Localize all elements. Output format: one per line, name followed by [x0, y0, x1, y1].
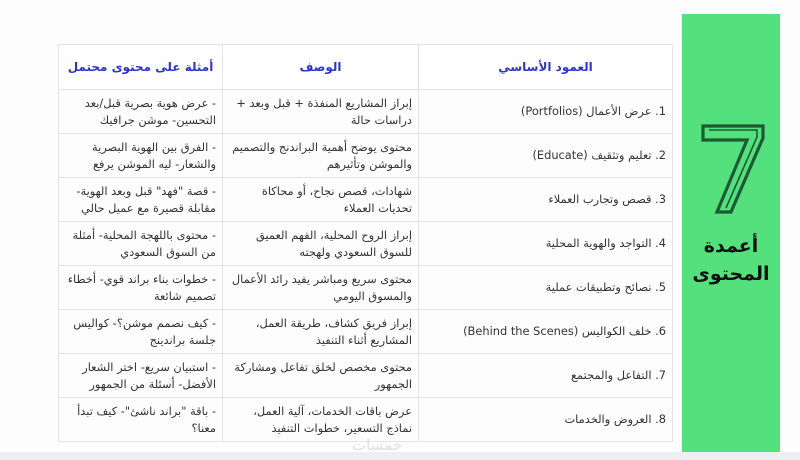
content-pillars-table: [58, 44, 673, 442]
examples-cell: - الفرق بين الهوية البصرية والشعار- ليه الموشن يرفع: [59, 134, 223, 178]
pillar-cell: 3. قصص وتجارب العملاء: [419, 178, 673, 222]
description-cell: شهادات، قصص نجاح، أو محاكاة تحديات العملاء: [223, 178, 419, 222]
table-row: [59, 398, 673, 442]
table-header-row: [59, 45, 673, 90]
description-cell: عرض باقات الخدمات، آلية العمل، نماذج التسعير، خطوات التنفيذ: [223, 398, 419, 442]
examples-cell: - كيف نصمم موشن؟- كواليس جلسة براندينج: [59, 310, 223, 354]
table-row: [59, 310, 673, 354]
description-cell: محتوى سريع ومباشر يفيد رائد الأعمال والمسوق اليومي: [223, 266, 419, 310]
header-description: الوصف: [223, 45, 419, 90]
pillar-cell: 2. تعليم وتثقيف (Educate): [419, 134, 673, 178]
panel-title-line1: أعمدة: [703, 235, 759, 257]
table-row: [59, 222, 673, 266]
examples-cell: - خطوات بناء براند قوي- أخطاء تصميم شائعة: [59, 266, 223, 310]
watermark-logo: خمسات: [352, 436, 403, 454]
examples-cell: - استبيان سريع- اختر الشعار الأفضل- أسئلة من الجمهور: [59, 354, 223, 398]
description-cell: محتوى مخصص لخلق تفاعل ومشاركة الجمهور: [223, 354, 419, 398]
examples-cell: - قصة "فهد" قبل وبعد الهوية- مقابلة قصيرة مع عميل حالي: [59, 178, 223, 222]
table-row: [59, 354, 673, 398]
pillar-cell: 1. عرض الأعمال (Portfolios): [419, 90, 673, 134]
pillar-cell: 5. نصائح وتطبيقات عملية: [419, 266, 673, 310]
examples-cell: - محتوى باللهجة المحلية- أمثلة من السوق السعودي: [59, 222, 223, 266]
examples-cell: - باقة "براند ناشئ"- كيف تبدأ معنا؟: [59, 398, 223, 442]
panel-title: [682, 232, 780, 288]
pillar-cell: 4. التواجد والهوية المحلية: [419, 222, 673, 266]
table-row: [59, 266, 673, 310]
table-row: [59, 134, 673, 178]
table-row: [59, 178, 673, 222]
description-cell: إبراز الروح المحلية، الفهم العميق للسوق السعودي ولهجته: [223, 222, 419, 266]
header-examples: أمثلة على محتوى محتمل: [59, 45, 223, 90]
panel-title-line2: المحتوى: [692, 263, 770, 285]
description-cell: محتوى يوضح أهمية البراندنج والتصميم والموشن وتأثيرهم: [223, 134, 419, 178]
number-seven-graphic: [697, 118, 769, 218]
table-row: [59, 90, 673, 134]
pillar-cell: 8. العروض والخدمات: [419, 398, 673, 442]
description-cell: إبراز المشاريع المنفذة + قبل وبعد + دراسات حالة: [223, 90, 419, 134]
header-pillar: العمود الأساسي: [419, 45, 673, 90]
description-cell: إبراز فريق كشاف، طريقة العمل، المشاريع أثناء التنفيذ: [223, 310, 419, 354]
examples-cell: - عرض هوية بصرية قبل/بعد التحسين- موشن جرافيك: [59, 90, 223, 134]
pillar-cell: 6. خلف الكواليس (Behind the Scenes): [419, 310, 673, 354]
pillar-cell: 7. التفاعل والمجتمع: [419, 354, 673, 398]
